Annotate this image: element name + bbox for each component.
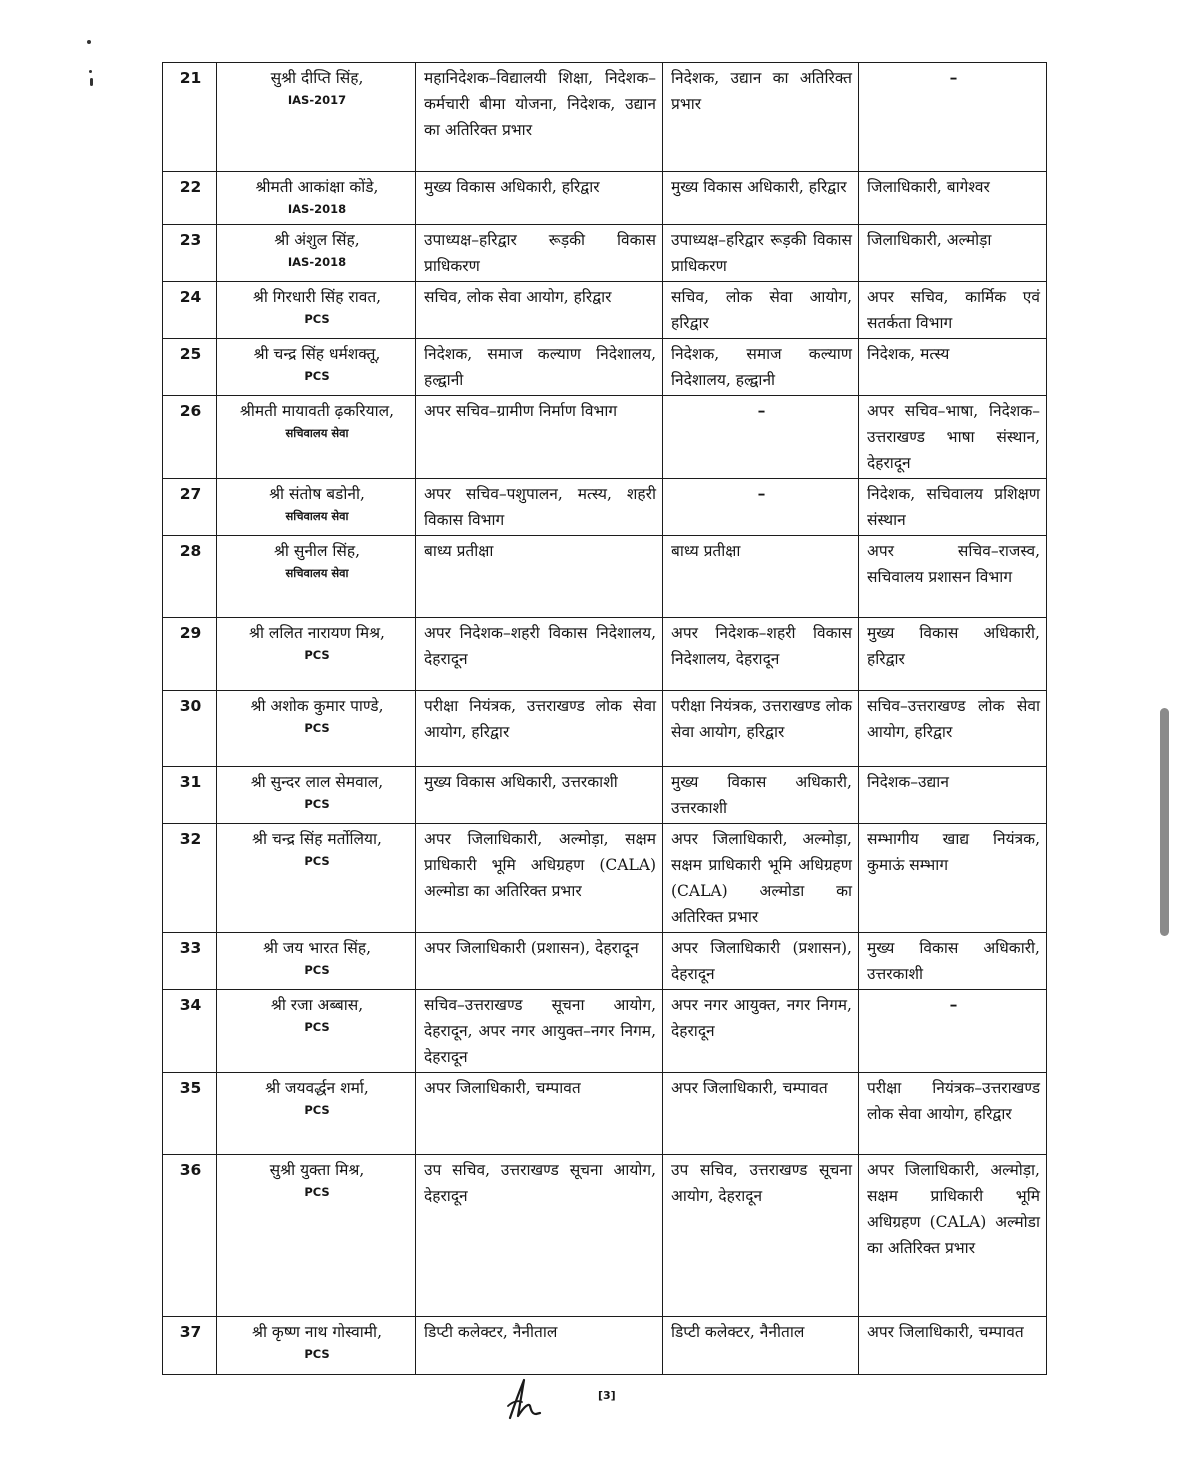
relieved-post-cell: परीक्षा नियंत्रक, उत्तराखण्ड लोक सेवा आयोग, हरिद्वार [663, 691, 859, 767]
serial-number-cell: 24 [163, 282, 217, 339]
officer-cell [217, 63, 416, 172]
relieved-post-cell: मुख्य विकास अधिकारी, हरिद्वार [663, 172, 859, 225]
officer-cadre: IAS-2017 [287, 93, 347, 107]
officer-cadre: PCS [304, 797, 330, 811]
officer-cell [217, 225, 416, 282]
current-post-cell: अपर सचिव–पशुपालन, मत्स्य, शहरी विकास विभाग [416, 479, 663, 536]
serial-number-cell: 21 [163, 63, 217, 172]
new-post-cell: सम्भागीय खाद्य नियंत्रक, कुमाऊं सम्भाग [859, 824, 1047, 933]
officer-cell [217, 536, 416, 618]
officer-cell [217, 1073, 416, 1155]
new-post-cell: परीक्षा नियंत्रक–उत्तराखण्ड लोक सेवा आयोग, हरिद्वार [859, 1073, 1047, 1155]
current-post-cell: मुख्य विकास अधिकारी, हरिद्वार [416, 172, 663, 225]
transfer-table [162, 62, 1047, 1375]
officer-name: श्री जय भारत सिंह, [263, 939, 371, 957]
table-row [163, 63, 1047, 172]
officer-name: श्री सुन्दर लाल सेमवाल, [250, 773, 384, 791]
current-post-cell: सचिव–उत्तराखण्ड सूचना आयोग, देहरादून, अपर नगर आयुक्त–नगर निगम, देहरादून [416, 990, 663, 1073]
officer-cell [217, 479, 416, 536]
serial-number-cell: 23 [163, 225, 217, 282]
officer-cell [217, 824, 416, 933]
officer-name: श्री सुनील सिंह, [273, 542, 361, 560]
relieved-post-cell: निदेशक, उद्यान का अतिरिक्त प्रभार [663, 63, 859, 172]
current-post-cell: बाध्य प्रतीक्षा [416, 536, 663, 618]
officer-name: सुश्री युक्ता मिश्र, [269, 1161, 365, 1179]
officer-name: सुश्री दीप्ति सिंह, [270, 69, 364, 87]
new-post-cell: मुख्य विकास अधिकारी, हरिद्वार [859, 618, 1047, 691]
relieved-post-cell: अपर जिलाधिकारी, चम्पावत [663, 1073, 859, 1155]
serial-number-cell: 33 [163, 933, 217, 990]
relieved-post-cell: सचिव, लोक सेवा आयोग, हरिद्वार [663, 282, 859, 339]
officer-cadre: सचिवालय सेवा [285, 509, 349, 523]
officer-name: श्री अशोक कुमार पाण्डे, [250, 697, 384, 715]
officer-cadre: PCS [304, 1103, 330, 1117]
relieved-post-cell: अपर निदेशक–शहरी विकास निदेशालय, देहरादून [663, 618, 859, 691]
new-post-cell: सचिव–उत्तराखण्ड लोक सेवा आयोग, हरिद्वार [859, 691, 1047, 767]
officer-cadre: सचिवालय सेवा [285, 426, 349, 440]
officer-cadre: PCS [304, 1185, 330, 1199]
table-row [163, 824, 1047, 933]
scan-speck [90, 78, 93, 86]
relieved-post-cell: अपर नगर आयुक्त, नगर निगम, देहरादून [663, 990, 859, 1073]
serial-number-cell: 31 [163, 767, 217, 824]
table-row [163, 618, 1047, 691]
table-row [163, 396, 1047, 479]
serial-number-cell: 26 [163, 396, 217, 479]
new-post-cell: जिलाधिकारी, बागेश्वर [859, 172, 1047, 225]
table-row [163, 1073, 1047, 1155]
officer-name: श्री रजा अब्बास, [270, 996, 364, 1014]
officer-cell [217, 396, 416, 479]
new-post-cell: मुख्य विकास अधिकारी, उत्तरकाशी [859, 933, 1047, 990]
current-post-cell: उपाध्यक्ष–हरिद्वार रूड़की विकास प्राधिकरण [416, 225, 663, 282]
serial-number-cell: 34 [163, 990, 217, 1073]
officer-name: श्री गिरधारी सिंह रावत, [252, 288, 382, 306]
new-post-cell: अपर सचिव–राजस्व, सचिवालय प्रशासन विभाग [859, 536, 1047, 618]
current-post-cell: परीक्षा नियंत्रक, उत्तराखण्ड लोक सेवा आयोग, हरिद्वार [416, 691, 663, 767]
new-post-cell: निदेशक–उद्यान [859, 767, 1047, 824]
new-post-cell: अपर सचिव, कार्मिक एवं सतर्कता विभाग [859, 282, 1047, 339]
serial-number-cell: 27 [163, 479, 217, 536]
scan-speck [87, 40, 91, 44]
officer-name: श्री संतोष बडोनी, [269, 485, 365, 503]
table-row [163, 767, 1047, 824]
current-post-cell: निदेशक, समाज कल्याण निदेशालय, हल्द्वानी [416, 339, 663, 396]
relieved-post-cell: बाध्य प्रतीक्षा [663, 536, 859, 618]
current-post-cell: सचिव, लोक सेवा आयोग, हरिद्वार [416, 282, 663, 339]
relieved-post-cell: अपर जिलाधिकारी (प्रशासन), देहरादून [663, 933, 859, 990]
officer-cadre: PCS [304, 648, 330, 662]
relieved-post-cell: उपाध्यक्ष–हरिद्वार रूड़की विकास प्राधिकरण [663, 225, 859, 282]
serial-number-cell: 25 [163, 339, 217, 396]
signature-icon [500, 1376, 550, 1422]
new-post-cell: अपर जिलाधिकारी, चम्पावत [859, 1317, 1047, 1375]
new-post-cell: अपर जिलाधिकारी, अल्मोड़ा, सक्षम प्राधिकारी भूमि अधिग्रहण (CALA) अल्मोडा का अतिरिक्त प्रभार [859, 1155, 1047, 1317]
new-post-cell: निदेशक, मत्स्य [859, 339, 1047, 396]
current-post-cell: महानिदेशक–विद्यालयी शिक्षा, निदेशक–कर्मचारी बीमा योजना, निदेशक, उद्यान का अतिरिक्त प्रभार [416, 63, 663, 172]
officer-cadre: PCS [304, 1020, 330, 1034]
table-row [163, 339, 1047, 396]
table-row [163, 225, 1047, 282]
serial-number-cell: 28 [163, 536, 217, 618]
new-post-cell: निदेशक, सचिवालय प्रशिक्षण संस्थान [859, 479, 1047, 536]
new-post-cell: – [859, 990, 1047, 1073]
officer-cell [217, 1317, 416, 1375]
current-post-cell: अपर जिलाधिकारी, अल्मोड़ा, सक्षम प्राधिकारी भूमि अधिग्रहण (CALA) अल्मोडा का अतिरिक्त प्रभार [416, 824, 663, 933]
current-post-cell: अपर जिलाधिकारी, चम्पावत [416, 1073, 663, 1155]
officer-cadre: PCS [304, 1347, 330, 1361]
serial-number-cell: 29 [163, 618, 217, 691]
new-post-cell: अपर सचिव–भाषा, निदेशक–उत्तराखण्ड भाषा संस्थान, देहरादून [859, 396, 1047, 479]
table-row [163, 691, 1047, 767]
table-row [163, 933, 1047, 990]
officer-name: श्रीमती आकांक्षा कोंडे, [255, 178, 379, 196]
serial-number-cell: 35 [163, 1073, 217, 1155]
officer-cadre: PCS [304, 369, 330, 383]
current-post-cell: अपर जिलाधिकारी (प्रशासन), देहरादून [416, 933, 663, 990]
current-post-cell: अपर निदेशक–शहरी विकास निदेशालय, देहरादून [416, 618, 663, 691]
officer-cell [217, 767, 416, 824]
table-row [163, 479, 1047, 536]
scrollbar-thumb[interactable] [1160, 708, 1169, 936]
table-row [163, 1317, 1047, 1375]
page-number: [3] [598, 1389, 616, 1402]
officer-cadre: PCS [304, 963, 330, 977]
transfer-table-body [163, 63, 1047, 1375]
officer-cell [217, 1155, 416, 1317]
table-row [163, 536, 1047, 618]
officer-name: श्री चन्द्र सिंह धर्मशक्तू, [253, 345, 381, 363]
table-row [163, 990, 1047, 1073]
officer-name: श्रीमती मायावती ढ़करियाल, [239, 402, 395, 420]
new-post-cell: – [859, 63, 1047, 172]
officer-cadre: PCS [304, 312, 330, 326]
officer-name: श्री कृष्ण नाथ गोस्वामी, [251, 1323, 382, 1341]
relieved-post-cell: – [663, 396, 859, 479]
table-row [163, 172, 1047, 225]
officer-cell [217, 172, 416, 225]
serial-number-cell: 32 [163, 824, 217, 933]
relieved-post-cell: उप सचिव, उत्तराखण्ड सूचना आयोग, देहरादून [663, 1155, 859, 1317]
officer-cell [217, 618, 416, 691]
table-row [163, 282, 1047, 339]
scan-speck [89, 70, 92, 73]
officer-cadre: PCS [304, 721, 330, 735]
current-post-cell: मुख्य विकास अधिकारी, उत्तरकाशी [416, 767, 663, 824]
serial-number-cell: 22 [163, 172, 217, 225]
relieved-post-cell: मुख्य विकास अधिकारी, उत्तरकाशी [663, 767, 859, 824]
officer-cadre: IAS-2018 [287, 202, 347, 216]
serial-number-cell: 36 [163, 1155, 217, 1317]
current-post-cell: उप सचिव, उत्तराखण्ड सूचना आयोग, देहरादून [416, 1155, 663, 1317]
officer-cell [217, 990, 416, 1073]
officer-cell [217, 933, 416, 990]
relieved-post-cell: डिप्टी कलेक्टर, नैनीताल [663, 1317, 859, 1375]
table-row [163, 1155, 1047, 1317]
officer-name: श्री अंशुल सिंह, [274, 231, 360, 249]
officer-cell [217, 339, 416, 396]
relieved-post-cell: – [663, 479, 859, 536]
officer-cadre: IAS-2018 [287, 255, 347, 269]
serial-number-cell: 30 [163, 691, 217, 767]
officer-name: श्री ललित नारायण मिश्र, [249, 624, 385, 642]
current-post-cell: डिप्टी कलेक्टर, नैनीताल [416, 1317, 663, 1375]
current-post-cell: अपर सचिव–ग्रामीण निर्माण विभाग [416, 396, 663, 479]
officer-cell [217, 691, 416, 767]
relieved-post-cell: अपर जिलाधिकारी, अल्मोड़ा, सक्षम प्राधिकारी भूमि अधिग्रहण (CALA) अल्मोडा का अतिरिक्त प्रभार [663, 824, 859, 933]
officer-cadre: PCS [304, 854, 330, 868]
relieved-post-cell: निदेशक, समाज कल्याण निदेशालय, हल्द्वानी [663, 339, 859, 396]
officer-name: श्री जयवर्द्धन शर्मा, [265, 1079, 369, 1097]
officer-cadre: सचिवालय सेवा [285, 566, 349, 580]
officer-name: श्री चन्द्र सिंह मर्तोलिया, [252, 830, 382, 848]
officer-cell [217, 282, 416, 339]
serial-number-cell: 37 [163, 1317, 217, 1375]
new-post-cell: जिलाधिकारी, अल्मोड़ा [859, 225, 1047, 282]
